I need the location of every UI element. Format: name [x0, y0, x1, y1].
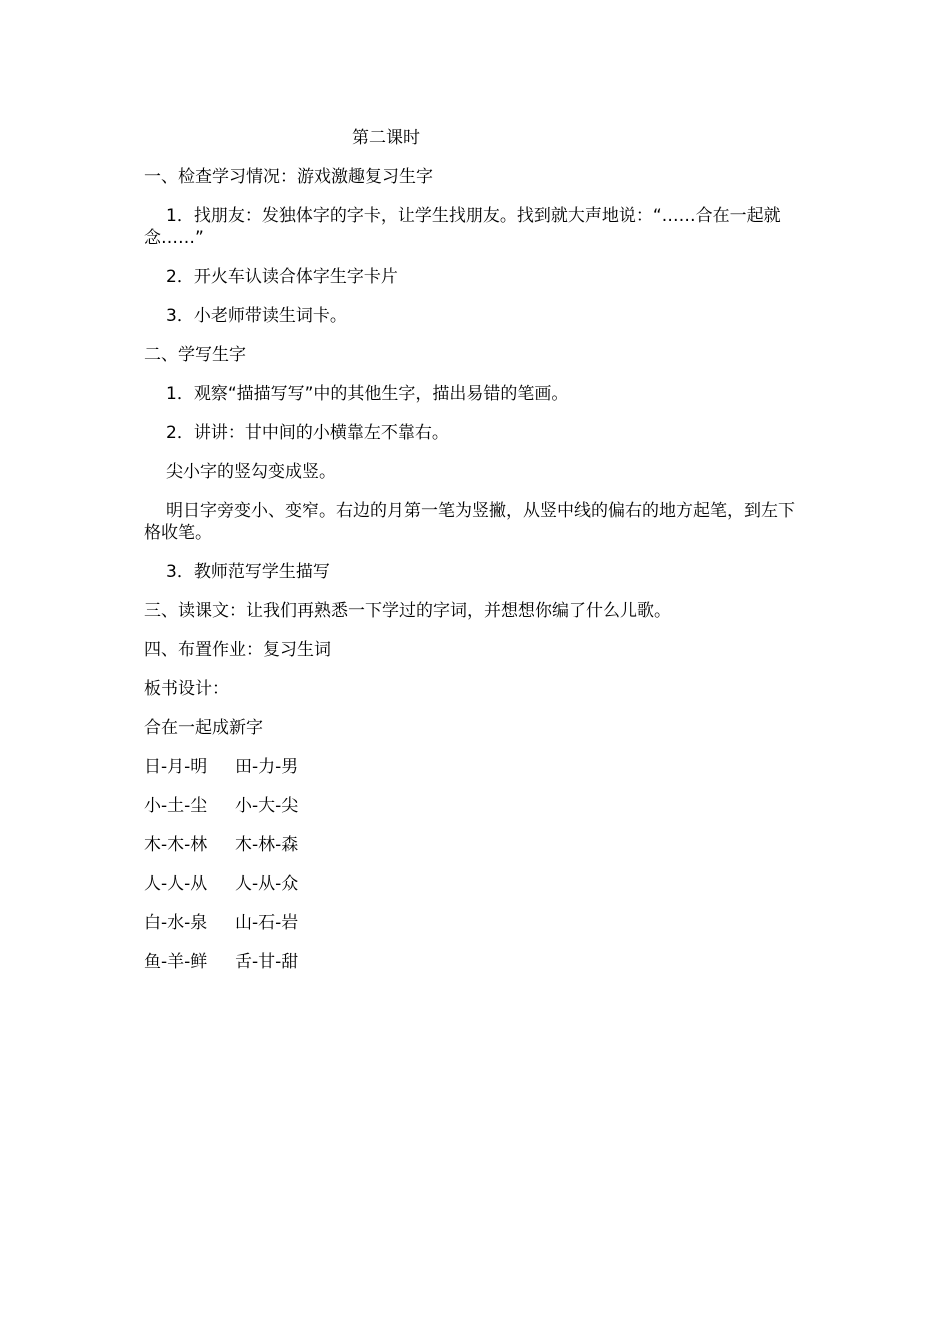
board-row	[144, 795, 806, 817]
paragraph-board-heading: 合在一起成新字	[144, 718, 263, 738]
paragraph-little-teacher: 3．小老师带读生词卡。	[166, 306, 347, 326]
board-cell: 木-林-森	[235, 835, 299, 855]
paragraph-section-4-heading: 四、布置作业：复习生词	[144, 640, 331, 660]
board-cell: 山-石-岩	[235, 913, 299, 933]
paragraph-board-design-label: 板书设计：	[144, 679, 229, 699]
board-cell: 鱼-羊-鲜	[144, 952, 208, 972]
board-row	[144, 873, 806, 895]
board-cell: 白-水-泉	[144, 913, 208, 933]
paragraph-section-2-heading: 二、学写生字	[144, 345, 246, 365]
paragraph-observe: 1．观察“描描写写”中的其他生字，描出易错的笔画。	[166, 384, 569, 404]
board-row	[144, 756, 806, 778]
board-row	[144, 951, 806, 973]
board-cell: 木-木-林	[144, 835, 208, 855]
paragraph-teacher-demo: 3．教师范写学生描写	[166, 562, 330, 582]
paragraph-find-friends: 1．找朋友：发独体字的字卡，让学生找朋友。找到就大声地说：“……合在一起就念……”	[144, 206, 781, 248]
board-cell: 日-月-明	[144, 757, 208, 777]
document-content	[144, 127, 806, 990]
board-cell: 舌-甘-甜	[235, 952, 299, 972]
board-cell: 人-从-众	[235, 874, 299, 894]
board-cell: 田-力-男	[235, 757, 299, 777]
board-row	[144, 912, 806, 934]
paragraph-section-1-heading: 一、检查学习情况：游戏激趣复习生字	[144, 167, 433, 187]
board-row	[144, 834, 806, 856]
paragraph-explain: 2．讲讲：甘中间的小横靠左不靠右。	[166, 423, 449, 443]
board-cell: 小-大-尖	[235, 796, 299, 816]
lesson-title: 第二课时	[352, 128, 420, 148]
paragraph-jian: 尖小字的竖勾变成竖。	[166, 462, 336, 482]
board-cell: 小-土-尘	[144, 796, 208, 816]
paragraph-ming: 明日字旁变小、变窄。右边的月第一笔为竖撇，从竖中线的偏右的地方起笔，到左下格收笔。	[144, 501, 795, 543]
paragraph-train-reading: 2．开火车认读合体字生字卡片	[166, 267, 398, 287]
board-cell: 人-人-从	[144, 874, 208, 894]
paragraph-section-3-heading: 三、读课文：让我们再熟悉一下学过的字词，并想想你编了什么儿歌。	[144, 601, 671, 621]
